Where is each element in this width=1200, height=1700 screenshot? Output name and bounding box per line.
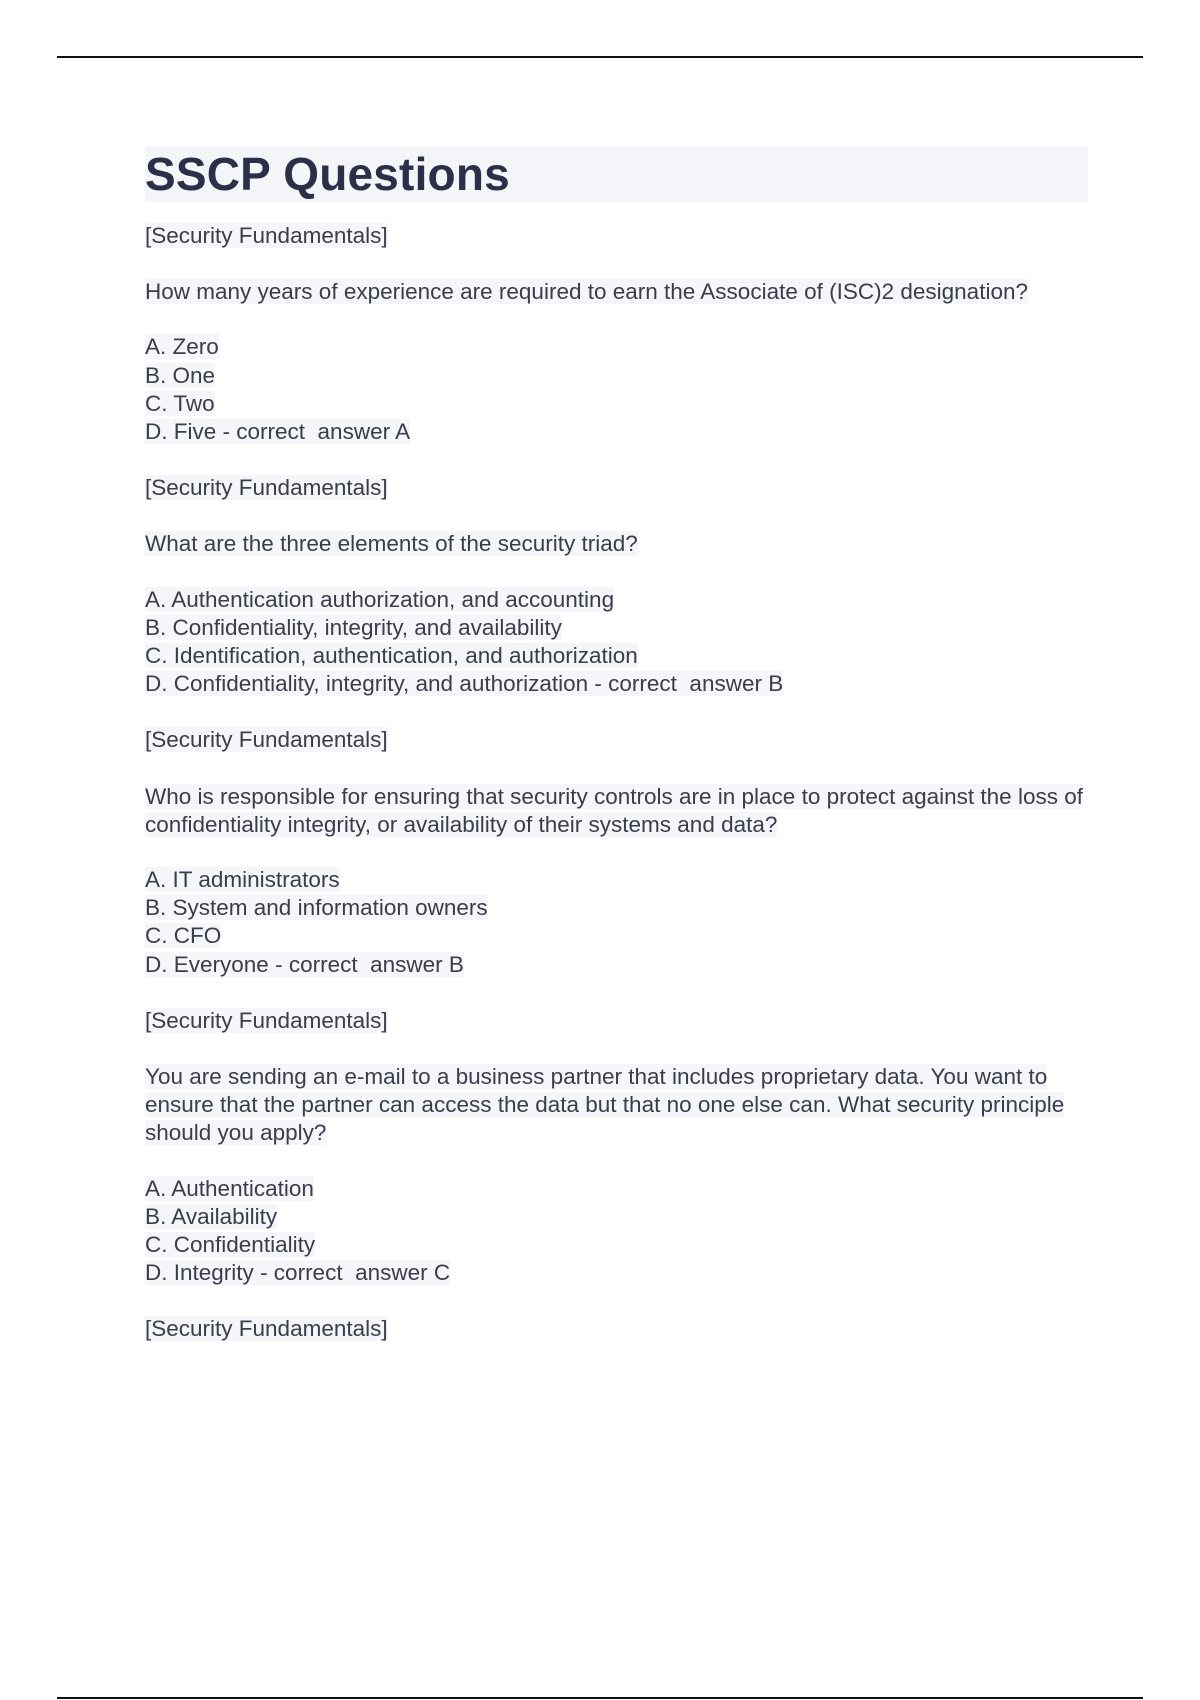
correct-answer: A <box>395 419 411 445</box>
option-c: C. Identification, authentication, and authorization <box>145 643 638 669</box>
question-category: [Security Fundamentals] <box>145 727 388 753</box>
option-c: C. CFO <box>145 923 222 949</box>
option-d: D. Confidentiality, integrity, and authorization - correct answer B <box>145 671 784 697</box>
option-a: A. Authentication <box>145 1175 314 1201</box>
answer-options <box>145 866 1088 979</box>
option-b: B. Availability <box>145 1203 278 1229</box>
question-category: [Security Fundamentals] <box>145 223 388 248</box>
option-d: D. Everyone - correct answer B <box>145 951 464 977</box>
option-a: A. Zero <box>145 334 219 360</box>
answer-options <box>145 586 1088 699</box>
correct-answer: C <box>433 1260 451 1286</box>
top-rule <box>57 56 1143 58</box>
correct-answer: B <box>768 671 784 697</box>
answer-label: - correct answer <box>260 1260 428 1286</box>
correct-answer: B <box>448 951 464 977</box>
option-c: C. Two <box>145 390 215 416</box>
option-b: B. Confidentiality, integrity, and availability <box>145 614 562 640</box>
question-group <box>145 1007 1088 1288</box>
question-text: Who is responsible for ensuring that security controls are in place to protect against the loss of confidentiality integrity, or availability of their systems and data? <box>145 783 1083 837</box>
option-b: B. System and information owners <box>145 895 488 921</box>
answer-label: - correct answer <box>222 419 391 445</box>
answer-label: - correct answer <box>594 671 762 697</box>
answer-options <box>145 1175 1088 1288</box>
title-band <box>145 146 1088 202</box>
answer-label: - correct answer <box>275 951 443 977</box>
option-c: C. Confidentiality <box>145 1232 316 1258</box>
question-category: [Security Fundamentals] <box>145 475 388 501</box>
option-a: A. IT administrators <box>145 867 340 893</box>
question-text: How many years of experience are required to earn the Associate of (ISC)2 designation? <box>145 279 1028 305</box>
question-text: You are sending an e-mail to a business partner that includes proprietary data. You want to ensure that the partner can access the data but that no one else can. What security principle should you apply? <box>145 1064 1065 1146</box>
option-b: B. One <box>145 362 216 388</box>
option-d: D. Five - correct answer A <box>145 419 411 445</box>
answer-options <box>145 333 1088 446</box>
question-group <box>145 726 1088 978</box>
option-d: D. Integrity - correct answer C <box>145 1260 451 1286</box>
document-body <box>145 146 1088 1372</box>
trailing-category: [Security Fundamentals] <box>145 1316 388 1342</box>
question-text: What are the three elements of the security triad? <box>145 531 638 557</box>
option-a: A. Authentication authorization, and accounting <box>145 586 615 612</box>
question-group <box>145 474 1088 698</box>
bottom-rule <box>57 1697 1143 1699</box>
question-group <box>145 222 1088 446</box>
question-category: [Security Fundamentals] <box>145 1007 388 1033</box>
document-title: SSCP Questions <box>145 148 510 200</box>
